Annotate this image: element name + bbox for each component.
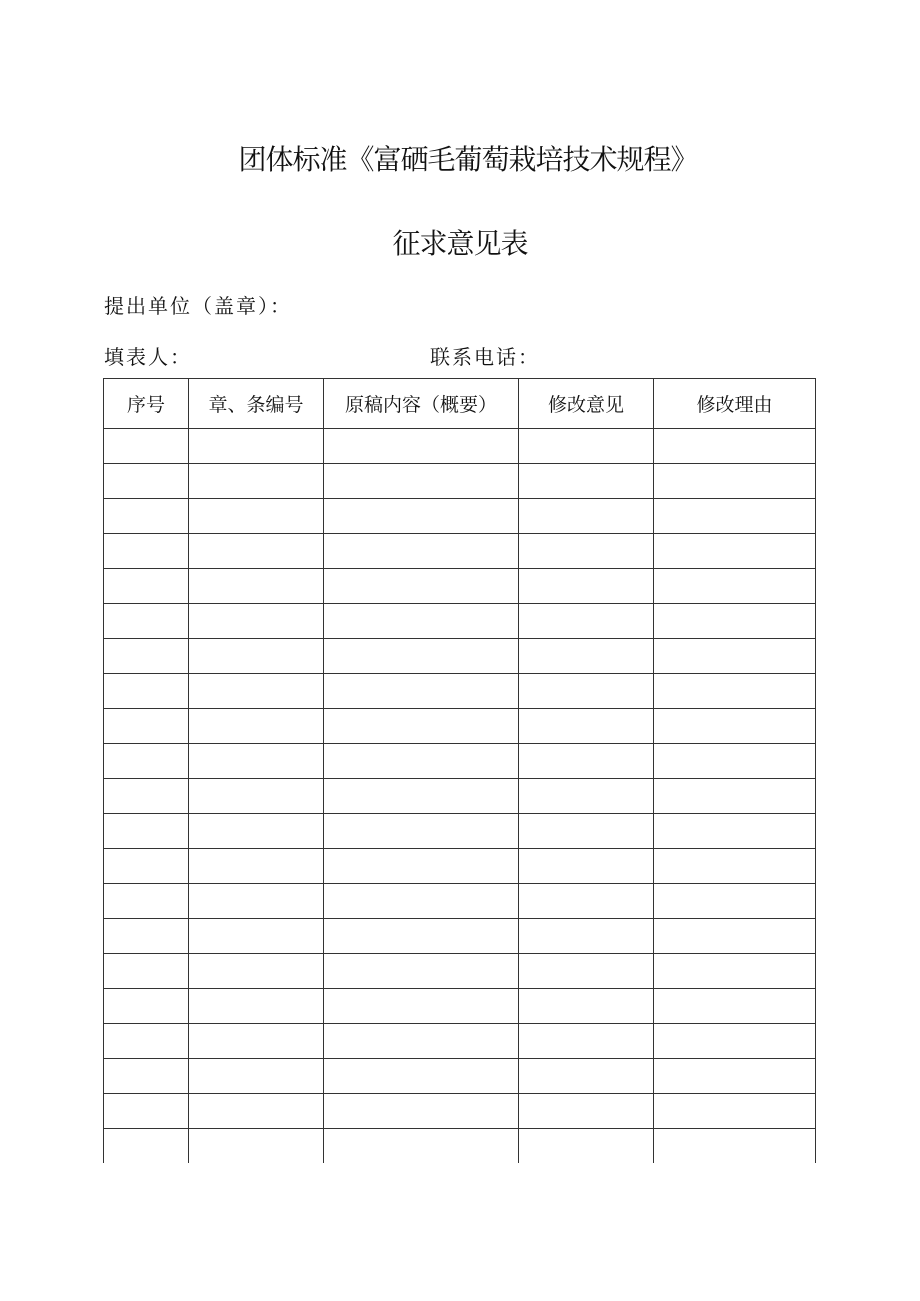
table-cell[interactable]	[324, 1129, 519, 1164]
table-cell[interactable]	[189, 814, 324, 849]
table-cell[interactable]	[654, 1059, 816, 1094]
table-cell[interactable]	[519, 884, 654, 919]
table-cell[interactable]	[324, 1024, 519, 1059]
table-cell[interactable]	[519, 1094, 654, 1129]
table-cell[interactable]	[519, 744, 654, 779]
table-cell[interactable]	[324, 919, 519, 954]
document-subtitle: 征求意见表	[392, 227, 528, 260]
table-cell[interactable]	[189, 674, 324, 709]
table-row	[104, 814, 816, 849]
table-cell[interactable]	[104, 1024, 189, 1059]
table-cell[interactable]	[519, 534, 654, 569]
table-cell[interactable]	[324, 744, 519, 779]
table-cell[interactable]	[104, 569, 189, 604]
submitting-unit-label: 提出单位（盖章）：	[104, 294, 292, 318]
table-cell[interactable]	[189, 639, 324, 674]
table-row	[104, 1059, 816, 1094]
table-cell[interactable]	[519, 674, 654, 709]
form-filler-label: 填表人：	[104, 345, 192, 369]
table-cell[interactable]	[104, 464, 189, 499]
table-cell[interactable]	[654, 954, 816, 989]
table-cell[interactable]	[519, 814, 654, 849]
table-cell[interactable]	[519, 709, 654, 744]
table-cell[interactable]	[654, 919, 816, 954]
table-cell[interactable]	[189, 919, 324, 954]
table-cell[interactable]	[324, 814, 519, 849]
header-change-reason: 修改理由	[654, 379, 816, 429]
table-cell[interactable]	[654, 534, 816, 569]
table-cell[interactable]	[104, 919, 189, 954]
table-row	[104, 604, 816, 639]
table-cell[interactable]	[654, 744, 816, 779]
table-cell[interactable]	[324, 1059, 519, 1094]
table-cell[interactable]	[324, 534, 519, 569]
table-cell[interactable]	[654, 989, 816, 1024]
table-cell[interactable]	[324, 674, 519, 709]
table-cell[interactable]	[654, 499, 816, 534]
table-cell[interactable]	[324, 464, 519, 499]
table-cell[interactable]	[519, 779, 654, 814]
table-cell[interactable]	[189, 1059, 324, 1094]
table-row	[104, 919, 816, 954]
table-row	[104, 674, 816, 709]
header-suggested-change: 修改意见	[519, 379, 654, 429]
table-cell[interactable]	[324, 569, 519, 604]
table-cell[interactable]	[324, 499, 519, 534]
table-cell[interactable]	[189, 884, 324, 919]
table-cell[interactable]	[104, 709, 189, 744]
table-cell[interactable]	[519, 429, 654, 464]
table-cell[interactable]	[189, 569, 324, 604]
table-row	[104, 884, 816, 919]
table-cell[interactable]	[519, 954, 654, 989]
table-row	[104, 534, 816, 569]
table-row	[104, 429, 816, 464]
table-row	[104, 499, 816, 534]
document-title: 团体标准《富硒毛葡萄栽培技术规程》	[238, 143, 698, 176]
header-serial-number: 序号	[104, 379, 189, 429]
table-cell[interactable]	[654, 884, 816, 919]
table-row	[104, 1129, 816, 1164]
table-cell[interactable]	[654, 604, 816, 639]
table-cell[interactable]	[654, 779, 816, 814]
table-cell[interactable]	[189, 1094, 324, 1129]
table-cell[interactable]	[324, 884, 519, 919]
table-cell[interactable]	[519, 919, 654, 954]
table-cell[interactable]	[104, 604, 189, 639]
table-cell[interactable]	[189, 709, 324, 744]
table-cell[interactable]	[104, 814, 189, 849]
table-cell[interactable]	[189, 464, 324, 499]
table-row	[104, 1094, 816, 1129]
table-cell[interactable]	[654, 569, 816, 604]
table-row	[104, 989, 816, 1024]
table-cell[interactable]	[104, 534, 189, 569]
table-row	[104, 779, 816, 814]
table-row	[104, 569, 816, 604]
table-cell[interactable]	[324, 639, 519, 674]
table-cell[interactable]	[654, 1094, 816, 1129]
table-cell[interactable]	[519, 1024, 654, 1059]
table-cell[interactable]	[189, 429, 324, 464]
table-cell[interactable]	[189, 744, 324, 779]
table-cell[interactable]	[104, 954, 189, 989]
table-cell[interactable]	[189, 534, 324, 569]
table-cell[interactable]	[104, 884, 189, 919]
table-cell[interactable]	[519, 464, 654, 499]
table-row	[104, 709, 816, 744]
table-cell[interactable]	[324, 429, 519, 464]
table-cell[interactable]	[519, 499, 654, 534]
table-row	[104, 639, 816, 674]
table-body	[104, 429, 816, 1164]
table-cell[interactable]	[189, 779, 324, 814]
table-cell[interactable]	[104, 849, 189, 884]
table-cell[interactable]	[104, 1129, 189, 1164]
header-clause-number: 章、条编号	[189, 379, 324, 429]
table-cell[interactable]	[104, 674, 189, 709]
opinion-table	[103, 378, 816, 1163]
table-row	[104, 464, 816, 499]
table-cell[interactable]	[104, 429, 189, 464]
table-row	[104, 744, 816, 779]
table-row	[104, 954, 816, 989]
table-cell[interactable]	[104, 1059, 189, 1094]
table-cell[interactable]	[324, 849, 519, 884]
table-cell[interactable]	[104, 499, 189, 534]
table-cell[interactable]	[189, 954, 324, 989]
table-cell[interactable]	[519, 1129, 654, 1164]
table-cell[interactable]	[654, 464, 816, 499]
table-cell[interactable]	[189, 1024, 324, 1059]
table-cell[interactable]	[104, 1094, 189, 1129]
table-cell[interactable]	[324, 709, 519, 744]
table-cell[interactable]	[189, 1129, 324, 1164]
table-cell[interactable]	[104, 744, 189, 779]
table-cell[interactable]	[104, 639, 189, 674]
table-cell[interactable]	[519, 604, 654, 639]
table-cell[interactable]	[189, 989, 324, 1024]
table-cell[interactable]	[654, 709, 816, 744]
table-cell[interactable]	[324, 954, 519, 989]
table-row	[104, 849, 816, 884]
header-original-content: 原稿内容（概要）	[324, 379, 519, 429]
table-cell[interactable]	[189, 499, 324, 534]
table-cell[interactable]	[324, 1094, 519, 1129]
table-row	[104, 1024, 816, 1059]
table-cell[interactable]	[654, 849, 816, 884]
table-cell[interactable]	[654, 814, 816, 849]
table-cell[interactable]	[104, 779, 189, 814]
table-cell[interactable]	[324, 989, 519, 1024]
table-cell[interactable]	[654, 1129, 816, 1164]
table-cell[interactable]	[519, 989, 654, 1024]
table-cell[interactable]	[189, 604, 324, 639]
table-cell[interactable]	[654, 674, 816, 709]
table-cell[interactable]	[324, 604, 519, 639]
table-cell[interactable]	[654, 639, 816, 674]
contact-phone-label: 联系电话：	[430, 345, 540, 369]
table-cell[interactable]	[104, 989, 189, 1024]
table-cell[interactable]	[519, 569, 654, 604]
table-cell[interactable]	[519, 639, 654, 674]
table-header-row	[104, 379, 816, 429]
table-cell[interactable]	[654, 429, 816, 464]
table-cell[interactable]	[324, 779, 519, 814]
table-cell[interactable]	[519, 849, 654, 884]
table-cell[interactable]	[189, 849, 324, 884]
table-cell[interactable]	[519, 1059, 654, 1094]
table-cell[interactable]	[654, 1024, 816, 1059]
